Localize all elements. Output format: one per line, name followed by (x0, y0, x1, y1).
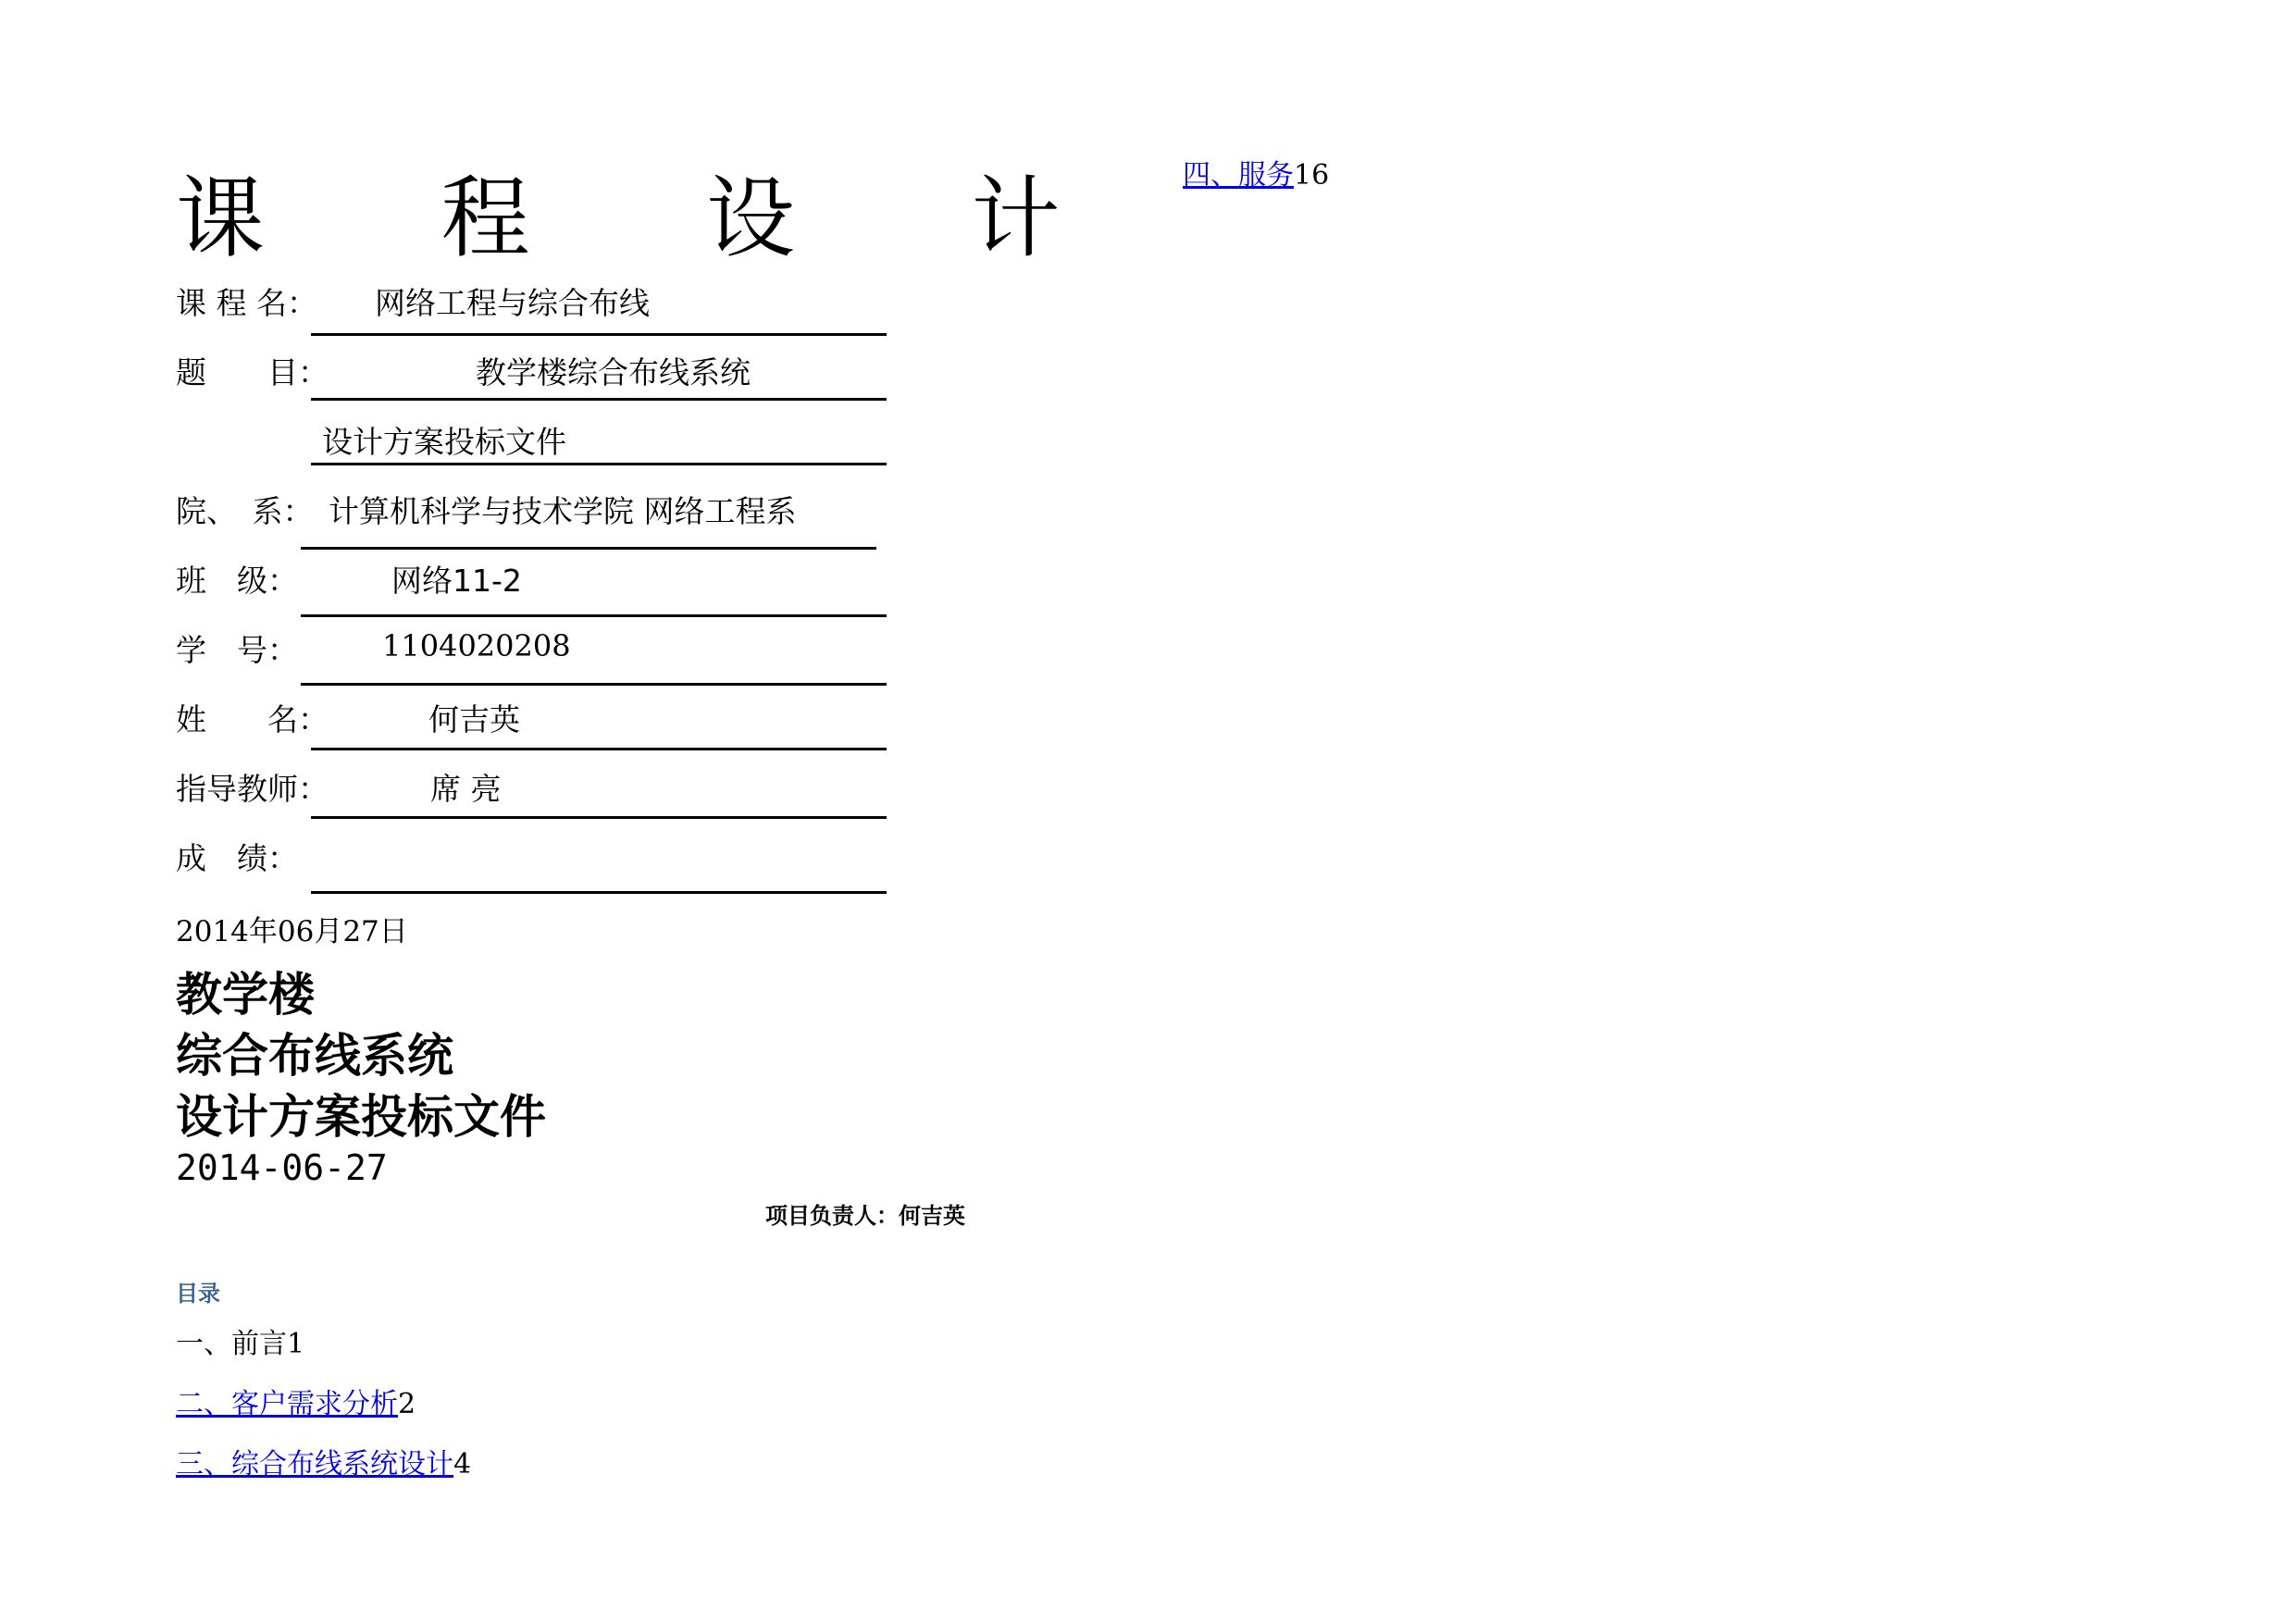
id-label: 学 号： (176, 632, 298, 668)
advisor-underline (311, 816, 887, 819)
dept-value: 计算机科学与技术学院 网络工程系 (329, 493, 797, 529)
toc-item-label: 一、前言 (176, 1328, 287, 1360)
doc-title-line1: 教学楼 (176, 968, 315, 1022)
grade-label: 成 绩： (176, 840, 298, 876)
topic-underline-2 (311, 463, 887, 465)
topic-value-1: 教学楼综合布线系统 (476, 354, 751, 390)
id-value: 1104020208 (382, 628, 571, 663)
doc-title-line2: 综合布线系统 (176, 1029, 453, 1083)
topic-underline-1 (311, 398, 887, 401)
toc-item-preface (176, 1320, 304, 1361)
class-underline (301, 614, 887, 617)
id-underline (301, 683, 887, 686)
doc-date: 2014-06-27 (176, 1147, 388, 1188)
toc-item-page: 2 (398, 1388, 416, 1420)
name-underline (311, 748, 887, 750)
grade-underline (311, 891, 887, 894)
class-label: 班 级： (176, 563, 298, 599)
advisor-value: 席 亮 (430, 771, 502, 807)
toc-link[interactable]: 四、服务 (1183, 159, 1294, 192)
advisor-label: 指导教师： (176, 771, 329, 807)
toc-item-page: 1 (287, 1328, 305, 1360)
toc-link[interactable]: 二、客户需求分析 (176, 1388, 398, 1420)
toc-item-requirements[interactable] (176, 1381, 416, 1421)
name-value: 何吉英 (428, 701, 520, 737)
course-label: 课 程 名： (176, 285, 317, 321)
toc-item-design[interactable] (176, 1441, 471, 1481)
topic-label: 题 目： (176, 354, 329, 390)
toc-link[interactable]: 三、综合布线系统设计 (176, 1448, 453, 1481)
toc-heading: 目录 (176, 1281, 220, 1307)
topic-value-2: 设计方案投标文件 (322, 424, 566, 460)
cover-date: 2014年06月27日 (176, 915, 408, 948)
class-value: 网络11-2 (391, 563, 522, 599)
name-label: 姓 名： (176, 701, 329, 737)
course-underline (311, 333, 887, 336)
dept-underline (301, 547, 876, 550)
toc-item-page: 16 (1294, 159, 1330, 192)
toc-item-page: 4 (453, 1448, 472, 1481)
dept-label: 院、 系： (176, 493, 314, 529)
project-leader: 项目负责人：何吉英 (765, 1203, 965, 1229)
cover-title: 课 程 设 计 (176, 167, 1135, 270)
doc-title-line3: 设计方案投标文件 (176, 1090, 546, 1144)
toc-item-service[interactable] (1183, 152, 1329, 192)
course-value: 网络工程与综合布线 (375, 285, 650, 321)
